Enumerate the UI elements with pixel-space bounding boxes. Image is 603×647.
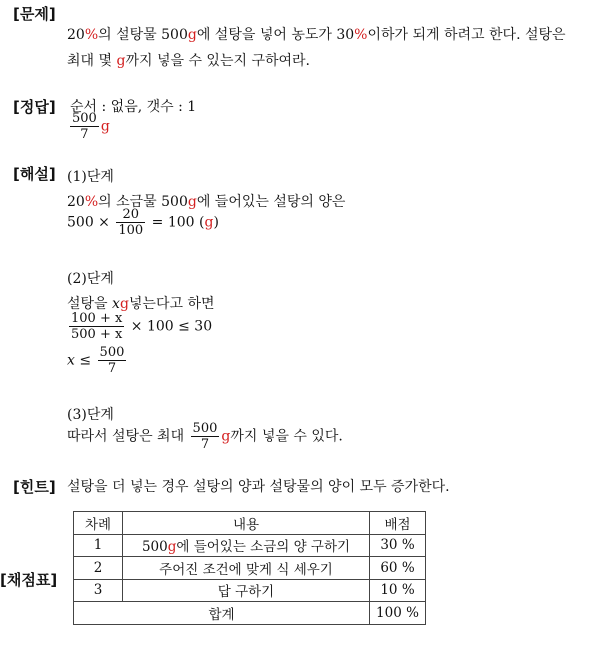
step-2-text: 설탕을 xg넣는다고 하면 [67,296,215,312]
row-score: 60 % [370,557,426,580]
step-2-title: (2)단계 [67,271,114,287]
step-1-title: (1)단계 [67,169,114,185]
row-no: 3 [74,579,123,602]
step-2-result: x ≤ $\frac{500}{7}$ [67,345,125,376]
table-row [74,579,426,602]
header-score: 배점 [370,512,426,535]
scoring-label: [채점표] [0,571,58,589]
problem-line-2: 최대 몇 g까지 넣을 수 있는지 구하여라. [67,53,310,69]
row-no: 2 [74,557,123,580]
row-content: 주어진 조건에 맞게 식 세우기 [123,557,370,580]
answer-label: [정답] [13,98,56,116]
table-row [74,557,426,580]
table-row [74,534,426,557]
step-3-text: 따라서 설탕은 최대 $\frac{500}{7}$ g까지 넣을 수 있다. [67,421,343,452]
row-score: 10 % [370,579,426,602]
row-no: 1 [74,534,123,557]
answer-value: $\frac{500}{7}$ g [72,111,110,142]
header-no: 차례 [74,512,123,535]
step-2-inequality: $\frac{100 + x}{500 + x}$ × 100 ≤ 30 [71,311,213,342]
solution-label: [해설] [13,165,56,183]
table-header-row [74,512,426,535]
row-score: 30 % [370,534,426,557]
step-1-text: 20%의 소금물 500g에 들어있는 설탕의 양은 [67,194,346,210]
scoring-table [73,511,426,625]
problem-line-1: 20%의 설탕물 500g에 설탕을 넣어 농도가 30%이하가 되게 하려고 한다. 설탕은 [67,27,566,43]
row-content: 답 구하기 [123,579,370,602]
total-label: 합계 [74,602,370,625]
header-content: 내용 [123,512,370,535]
table-total-row [74,602,426,625]
total-score: 100 % [370,602,426,625]
answer-order: 순서 : 없음, 갯수 : 1 [70,99,197,115]
hint-text: 설탕을 더 넣는 경우 설탕의 양과 설탕물의 양이 모두 증가한다. [67,479,450,495]
row-content: 500g에 들어있는 소금의 양 구하기 [123,534,370,557]
step-1-equation: 500 × $\frac{20}{100}$ = 100 (g) [67,207,219,238]
step-3-title: (3)단계 [67,407,114,423]
problem-label: [문제] [13,5,56,23]
hint-label: [힌트] [13,478,56,496]
